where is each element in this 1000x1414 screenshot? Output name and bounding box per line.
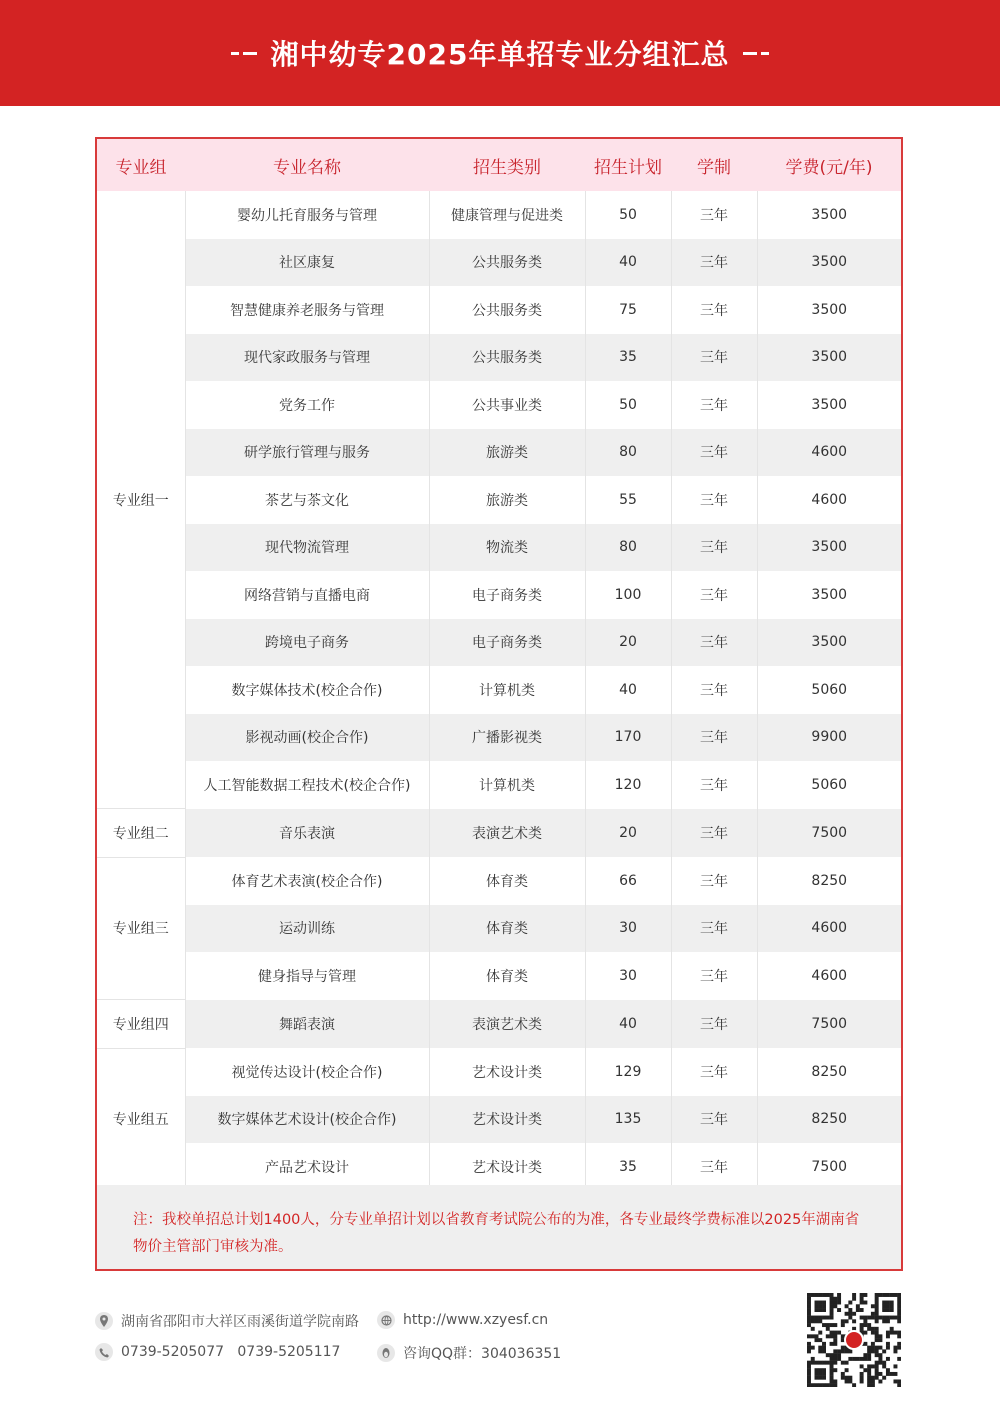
group-label: 专业组五 [97, 1048, 185, 1191]
enrollment-plan: 30 [585, 952, 671, 1000]
table-row [97, 761, 901, 809]
major-table [97, 139, 901, 1191]
duration: 三年 [671, 1143, 757, 1191]
category: 计算机类 [429, 761, 585, 809]
enrollment-plan: 40 [585, 239, 671, 287]
duration: 三年 [671, 429, 757, 477]
category: 表演艺术类 [429, 809, 585, 858]
table-row [97, 524, 901, 572]
globe-icon [377, 1311, 395, 1329]
duration: 三年 [671, 714, 757, 762]
table-row [97, 1096, 901, 1144]
enrollment-plan: 50 [585, 191, 671, 239]
tuition: 3500 [757, 286, 901, 334]
enrollment-plan: 40 [585, 1000, 671, 1049]
major-name: 运动训练 [185, 905, 429, 953]
location-pin-icon [95, 1312, 113, 1330]
tuition: 4600 [757, 952, 901, 1000]
tuition: 7500 [757, 809, 901, 858]
table-row [97, 286, 901, 334]
tuition: 3500 [757, 239, 901, 287]
enrollment-plan: 40 [585, 666, 671, 714]
major-name: 音乐表演 [185, 809, 429, 858]
table-row [97, 429, 901, 477]
category: 计算机类 [429, 666, 585, 714]
table-row [97, 334, 901, 382]
major-name: 婴幼儿托育服务与管理 [185, 191, 429, 239]
major-name: 数字媒体技术(校企合作) [185, 666, 429, 714]
qq-text: 咨询QQ群：304036351 [403, 1346, 562, 1362]
tuition: 8250 [757, 1048, 901, 1096]
category: 健康管理与促进类 [429, 191, 585, 239]
right-decoration [743, 52, 769, 55]
major-name: 体育艺术表演(校企合作) [185, 857, 429, 905]
group-label: 专业组一 [97, 191, 185, 809]
duration: 三年 [671, 1096, 757, 1144]
major-name: 社区康复 [185, 239, 429, 287]
major-name: 现代物流管理 [185, 524, 429, 572]
address-text: 湖南省邵阳市大祥区雨溪街道学院南路 [121, 1314, 359, 1330]
duration: 三年 [671, 191, 757, 239]
tuition: 9900 [757, 714, 901, 762]
category: 电子商务类 [429, 571, 585, 619]
duration: 三年 [671, 1000, 757, 1049]
table-row [97, 571, 901, 619]
category: 公共服务类 [429, 334, 585, 382]
tuition: 3500 [757, 524, 901, 572]
category: 广播影视类 [429, 714, 585, 762]
table-row [97, 1143, 901, 1191]
enrollment-plan: 35 [585, 1143, 671, 1191]
category: 旅游类 [429, 476, 585, 524]
duration: 三年 [671, 239, 757, 287]
category: 旅游类 [429, 429, 585, 477]
enrollment-plan: 100 [585, 571, 671, 619]
table-frame [95, 137, 903, 1271]
title-banner [0, 0, 1000, 106]
enrollment-plan: 35 [585, 334, 671, 382]
column-header: 专业名称 [185, 139, 429, 191]
category: 艺术设计类 [429, 1143, 585, 1191]
duration: 三年 [671, 952, 757, 1000]
category: 艺术设计类 [429, 1096, 585, 1144]
major-name: 数字媒体艺术设计(校企合作) [185, 1096, 429, 1144]
tuition: 7500 [757, 1000, 901, 1049]
major-name: 视觉传达设计(校企合作) [185, 1048, 429, 1096]
tuition: 5060 [757, 761, 901, 809]
qq-info [377, 1343, 561, 1363]
page-title: 湘中幼专2025年单招专业分组汇总 [270, 38, 730, 71]
table-row [97, 1000, 901, 1049]
tuition: 8250 [757, 857, 901, 905]
column-header: 招生类别 [429, 139, 585, 191]
column-header: 专业组 [97, 139, 185, 191]
major-name: 舞蹈表演 [185, 1000, 429, 1049]
enrollment-plan: 50 [585, 381, 671, 429]
table-row [97, 905, 901, 953]
table-row [97, 714, 901, 762]
category: 体育类 [429, 857, 585, 905]
table-row [97, 619, 901, 667]
duration: 三年 [671, 809, 757, 858]
major-name: 影视动画(校企合作) [185, 714, 429, 762]
major-name: 党务工作 [185, 381, 429, 429]
major-name: 研学旅行管理与服务 [185, 429, 429, 477]
duration: 三年 [671, 905, 757, 953]
duration: 三年 [671, 334, 757, 382]
table-row [97, 239, 901, 287]
website-link[interactable]: http://www.xzyesf.cn [403, 1312, 549, 1328]
category: 艺术设计类 [429, 1048, 585, 1096]
major-name: 人工智能数据工程技术(校企合作) [185, 761, 429, 809]
address-info [95, 1311, 359, 1331]
enrollment-plan: 20 [585, 619, 671, 667]
table-row [97, 666, 901, 714]
duration: 三年 [671, 571, 757, 619]
tuition: 3500 [757, 619, 901, 667]
tuition: 7500 [757, 1143, 901, 1191]
tuition: 4600 [757, 905, 901, 953]
category: 公共事业类 [429, 381, 585, 429]
column-header: 学费(元/年) [757, 139, 901, 191]
major-name: 跨境电子商务 [185, 619, 429, 667]
tuition: 8250 [757, 1096, 901, 1144]
duration: 三年 [671, 619, 757, 667]
group-label: 专业组二 [97, 809, 185, 858]
phone-icon [95, 1343, 113, 1361]
major-name: 产品艺术设计 [185, 1143, 429, 1191]
enrollment-plan: 55 [585, 476, 671, 524]
column-header: 招生计划 [585, 139, 671, 191]
tuition: 4600 [757, 476, 901, 524]
left-decoration [231, 52, 257, 55]
major-name: 健身指导与管理 [185, 952, 429, 1000]
tuition: 4600 [757, 429, 901, 477]
category: 体育类 [429, 905, 585, 953]
major-name: 智慧健康养老服务与管理 [185, 286, 429, 334]
tuition: 3500 [757, 191, 901, 239]
duration: 三年 [671, 381, 757, 429]
group-label: 专业组四 [97, 1000, 185, 1049]
duration: 三年 [671, 761, 757, 809]
enrollment-plan: 75 [585, 286, 671, 334]
category: 电子商务类 [429, 619, 585, 667]
duration: 三年 [671, 476, 757, 524]
website-info[interactable] [377, 1311, 548, 1329]
table-row [97, 952, 901, 1000]
enrollment-plan: 80 [585, 429, 671, 477]
major-name: 茶艺与茶文化 [185, 476, 429, 524]
table-row [97, 476, 901, 524]
duration: 三年 [671, 857, 757, 905]
footnote: 注：我校单招总计划1400人，分专业单招计划以省教育考试院公布的为准，各专业最终学费标准以2025年湖南省物价主管部门审核为准。 [97, 1185, 901, 1269]
category: 公共服务类 [429, 239, 585, 287]
table-body [97, 191, 901, 1191]
qr-code [807, 1293, 901, 1387]
enrollment-plan: 120 [585, 761, 671, 809]
duration: 三年 [671, 1048, 757, 1096]
contact-footer [95, 1305, 915, 1395]
enrollment-plan: 66 [585, 857, 671, 905]
table-row [97, 809, 901, 858]
table-row [97, 381, 901, 429]
major-name: 网络营销与直播电商 [185, 571, 429, 619]
table-row [97, 857, 901, 905]
table-row [97, 191, 901, 239]
table-header-row [97, 139, 901, 191]
tuition: 3500 [757, 571, 901, 619]
enrollment-plan: 30 [585, 905, 671, 953]
phone-info [95, 1343, 340, 1361]
enrollment-plan: 129 [585, 1048, 671, 1096]
enrollment-plan: 170 [585, 714, 671, 762]
tuition: 5060 [757, 666, 901, 714]
tuition: 3500 [757, 381, 901, 429]
phone-text: 0739-5205077 0739-5205117 [121, 1344, 341, 1360]
column-header: 学制 [671, 139, 757, 191]
tuition: 3500 [757, 334, 901, 382]
duration: 三年 [671, 286, 757, 334]
group-label: 专业组三 [97, 857, 185, 1000]
enrollment-plan: 135 [585, 1096, 671, 1144]
duration: 三年 [671, 524, 757, 572]
table-row [97, 1048, 901, 1096]
category: 体育类 [429, 952, 585, 1000]
category: 表演艺术类 [429, 1000, 585, 1049]
category: 公共服务类 [429, 286, 585, 334]
major-name: 现代家政服务与管理 [185, 334, 429, 382]
enrollment-plan: 20 [585, 809, 671, 858]
category: 物流类 [429, 524, 585, 572]
enrollment-plan: 80 [585, 524, 671, 572]
duration: 三年 [671, 666, 757, 714]
qq-penguin-icon [377, 1344, 395, 1362]
